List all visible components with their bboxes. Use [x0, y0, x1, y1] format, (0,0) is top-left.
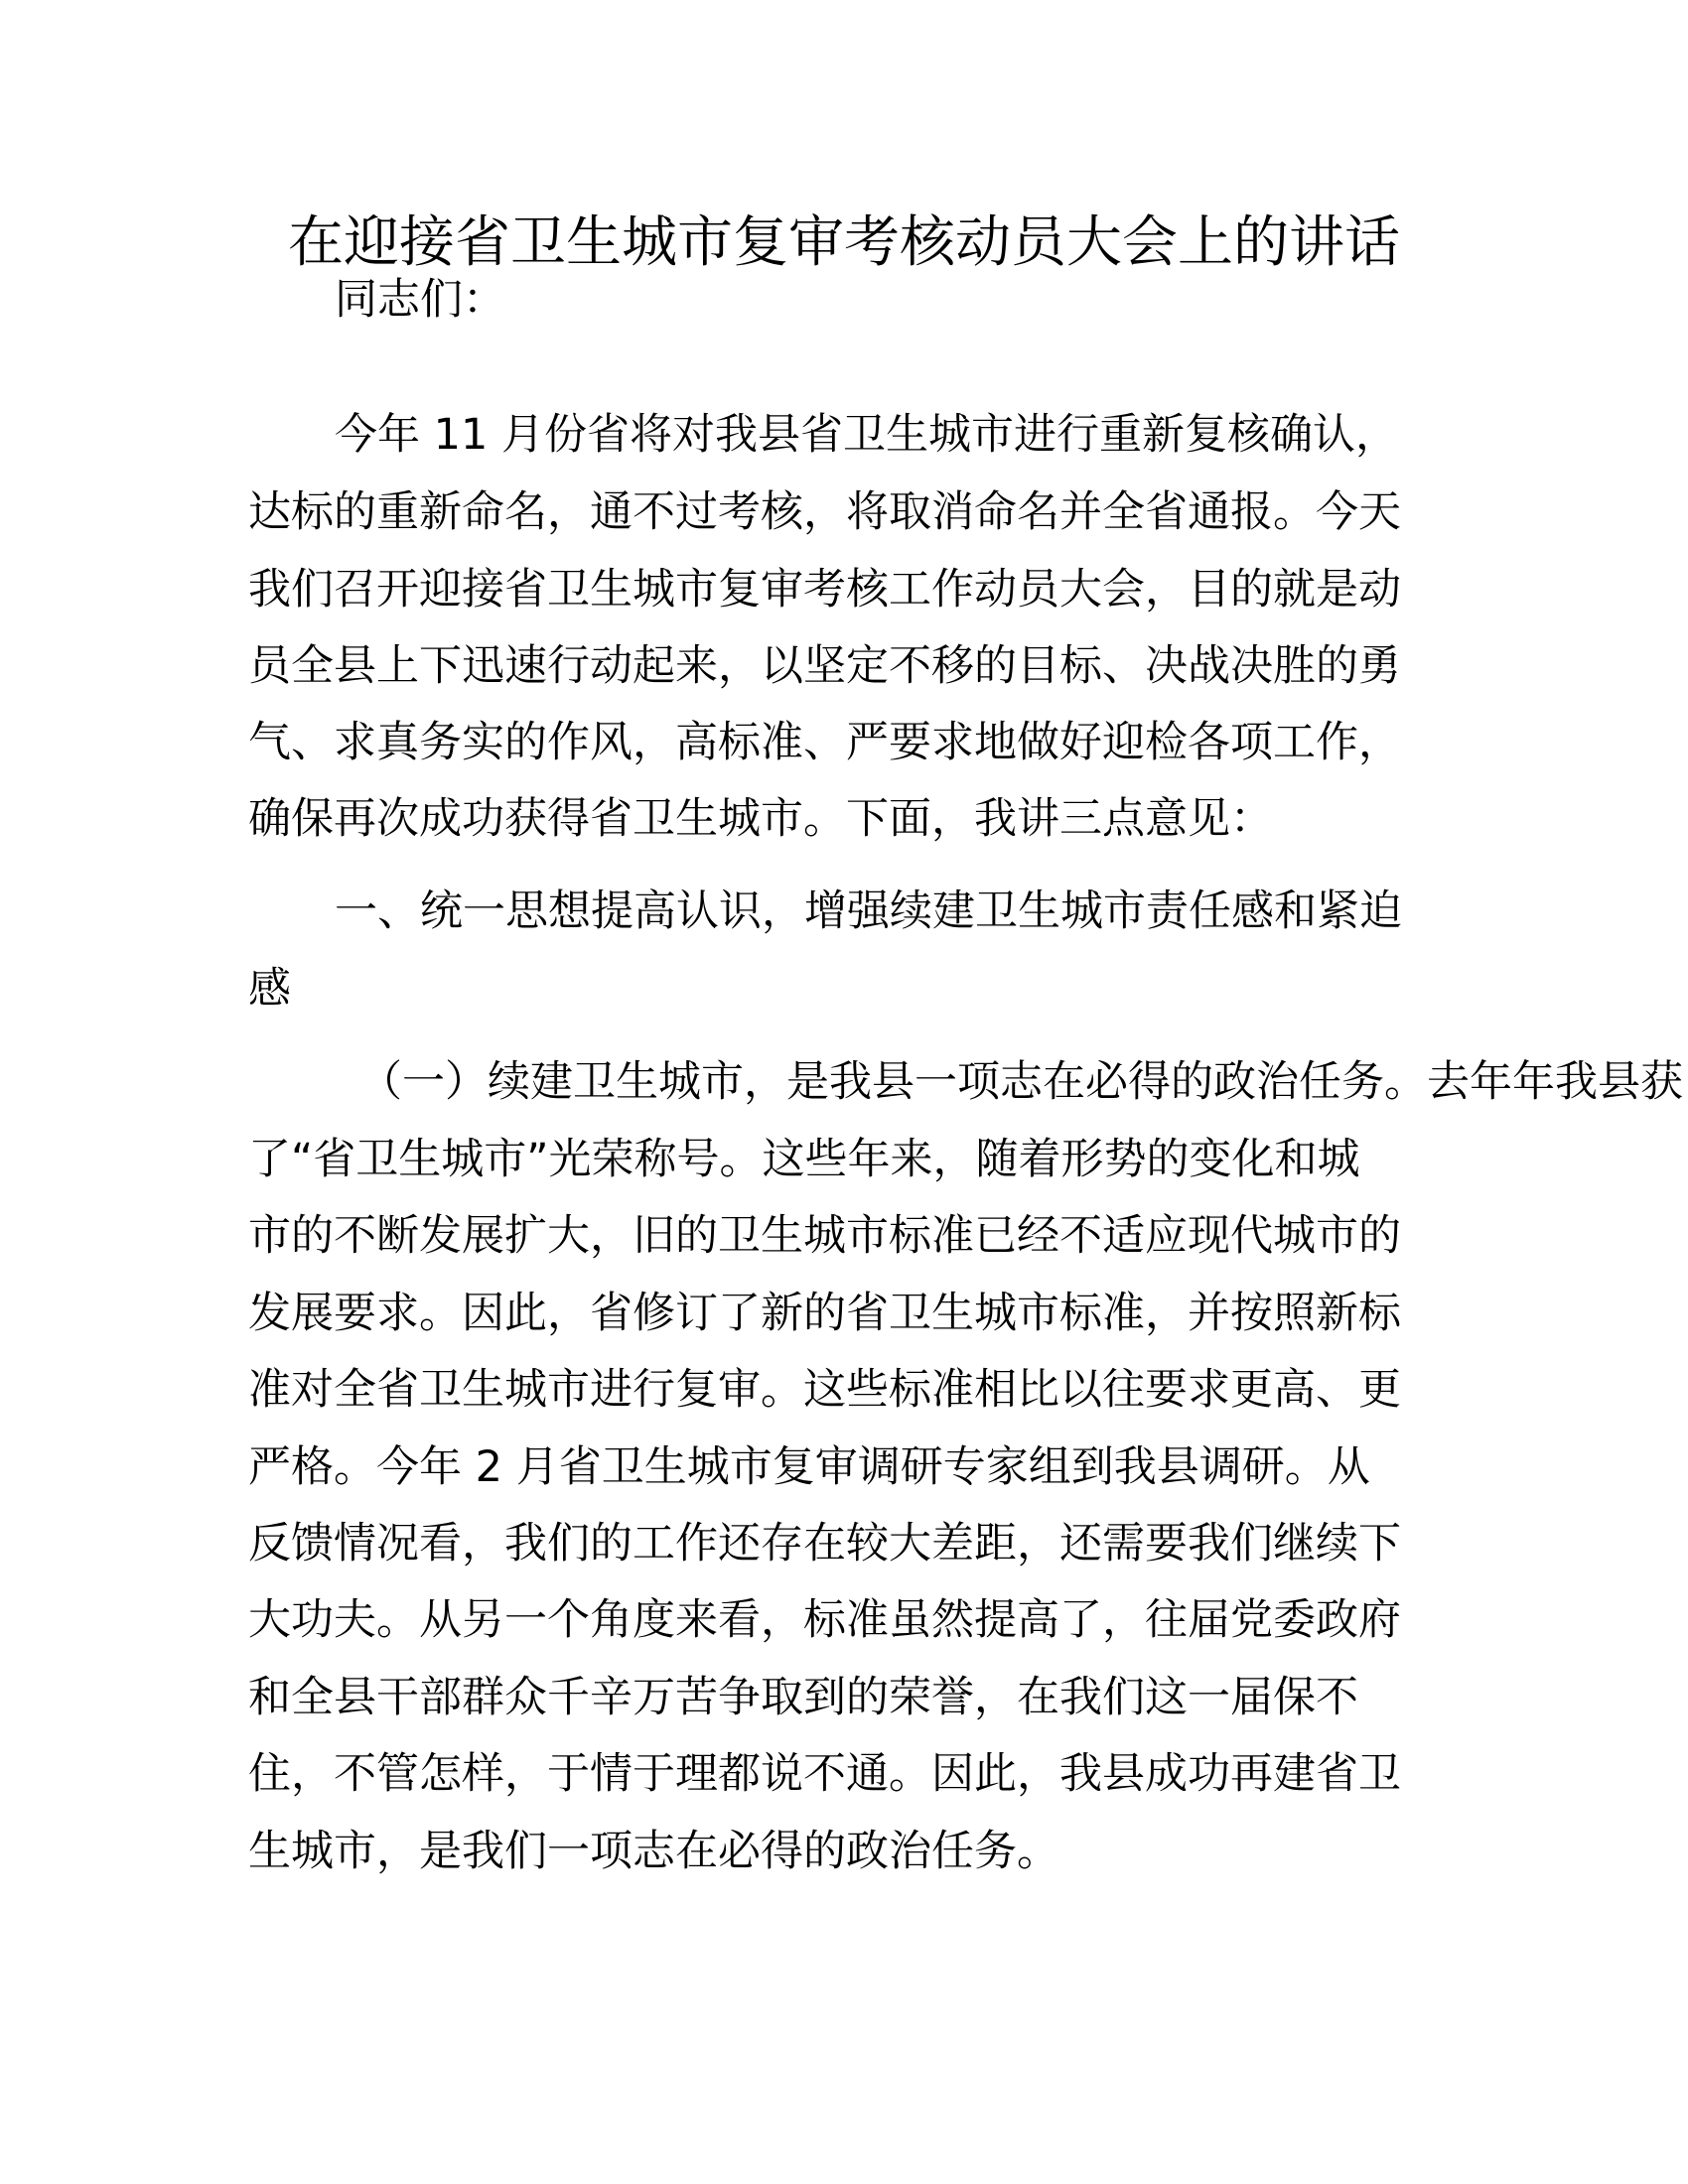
paragraph-line: 生城市，是我们一项志在必得的政治任务。	[248, 1827, 1059, 1876]
paragraph-line: 和全县干部群众千辛万苦争取到的荣誉，在我们这一届保不	[248, 1673, 1358, 1722]
paragraph-line: 市的不断发展扩大，旧的卫生城市标准已经不适应现代城市的	[248, 1211, 1401, 1261]
paragraph-line: 我们召开迎接省卫生城市复审考核工作动员大会，目的就是动	[248, 565, 1401, 614]
paragraph-line: 反馈情况看，我们的工作还存在较大差距，还需要我们继续下	[248, 1519, 1401, 1569]
paragraph-line: 住，不管怎样，于情于理都说不通。因此，我县成功再建省卫	[248, 1749, 1401, 1799]
paragraph-line: 大功夫。从另一个角度来看，标准虽然提高了，往届党委政府	[248, 1595, 1401, 1645]
paragraph-line: 发展要求。因此，省修订了新的省卫生城市标准，并按照新标	[248, 1289, 1401, 1338]
paragraph-line: 了“省卫生城市”光荣称号。这些年来，随着形势的变化和城	[248, 1135, 1360, 1184]
paragraph-line: （一）续建卫生城市，是我县一项志在必得的政治任务。去年年我县获	[359, 1057, 1683, 1107]
paragraph-line: 确保再次成功获得省卫生城市。下面，我讲三点意见：	[248, 794, 1273, 844]
paragraph-line: 员全县上下迅速行动起来，以坚定不移的目标、决战决胜的勇	[248, 641, 1401, 691]
paragraph-line: 严格。今年 2 月省卫生城市复审调研专家组到我县调研。从	[248, 1442, 1370, 1492]
document-title: 在迎接省卫生城市复审考核动员大会上的讲话	[288, 210, 1400, 275]
paragraph-line: 今年 11 月份省将对我县省卫生城市进行重新复核确认，	[335, 410, 1399, 460]
paragraph-line: 达标的重新命名，通不过考核，将取消命名并全省通报。今天	[248, 487, 1401, 537]
heading-line: 一、统一思想提高认识，增强续建卫生城市责任感和紧迫	[335, 887, 1402, 936]
heading-line: 感	[248, 964, 291, 1014]
paragraph-line: 准对全省卫生城市进行复审。这些标准相比以往要求更高、更	[248, 1365, 1401, 1415]
paragraph-line: 气、求真务实的作风，高标准、严要求地做好迎检各项工作，	[248, 718, 1401, 767]
salutation: 同志们：	[335, 275, 505, 325]
